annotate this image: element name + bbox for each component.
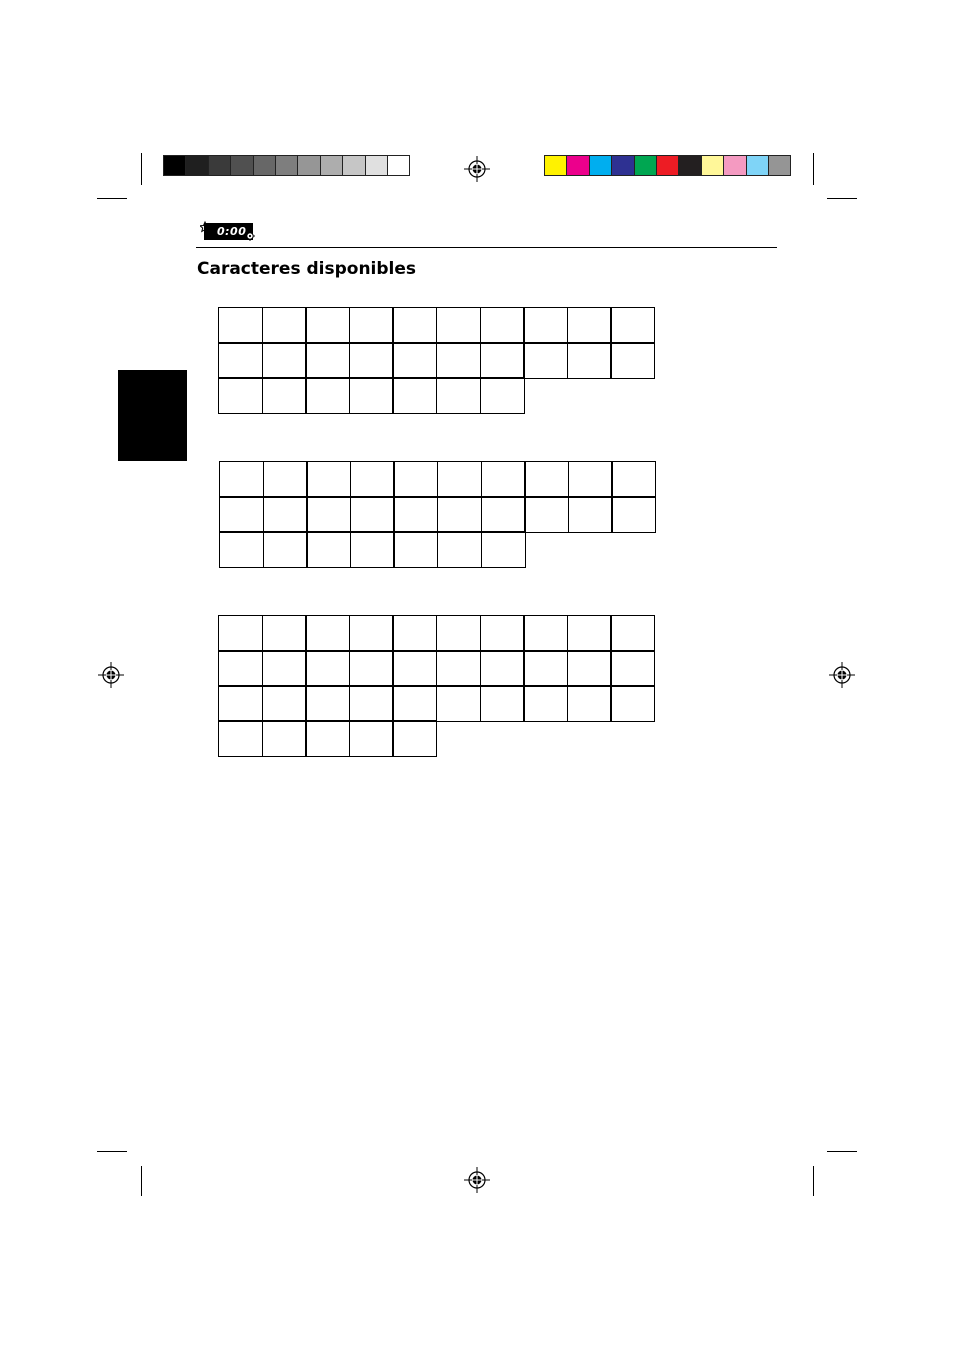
character-cell	[567, 685, 612, 722]
character-cell	[611, 496, 656, 533]
calibration-swatch	[746, 155, 769, 176]
character-cell	[306, 531, 351, 568]
calibration-swatch	[297, 155, 320, 176]
calibration-swatch	[208, 155, 231, 176]
character-cell	[349, 307, 394, 344]
character-cell	[218, 650, 263, 687]
character-cell	[350, 461, 395, 498]
calibration-swatch	[320, 155, 343, 176]
character-cell	[480, 342, 525, 379]
character-cell	[219, 531, 264, 568]
character-cell	[392, 615, 437, 652]
character-cell	[262, 720, 307, 757]
character-cell	[480, 685, 525, 722]
calibration-swatch	[365, 155, 388, 176]
character-cell	[567, 342, 612, 379]
character-cell	[436, 650, 481, 687]
character-cell	[219, 461, 264, 498]
clock-display-text: 0:00	[217, 225, 247, 238]
calibration-swatch	[723, 155, 746, 176]
character-cell	[392, 307, 437, 344]
character-cell	[218, 342, 263, 379]
character-cell	[393, 461, 438, 498]
calibration-swatch	[275, 155, 298, 176]
character-cell	[392, 342, 437, 379]
calibration-swatch	[253, 155, 276, 176]
header-rule	[196, 247, 777, 248]
character-cell	[392, 720, 437, 757]
character-cell	[262, 685, 307, 722]
calibration-swatch	[185, 155, 208, 176]
character-cell	[436, 685, 481, 722]
calibration-swatch	[230, 155, 253, 176]
character-cell	[263, 531, 308, 568]
character-cell	[436, 377, 481, 414]
calibration-swatch	[342, 155, 365, 176]
section-title: Caracteres disponibles	[197, 259, 417, 279]
calibration-swatch	[611, 155, 634, 176]
character-cell	[480, 377, 525, 414]
character-cell	[393, 496, 438, 533]
character-cell	[262, 377, 307, 414]
calibration-swatch	[163, 155, 186, 176]
character-cell	[305, 377, 350, 414]
character-cell	[610, 650, 655, 687]
character-cell	[219, 496, 264, 533]
language-side-tab	[118, 370, 187, 461]
character-cell	[305, 650, 350, 687]
registration-mark-icon	[829, 662, 855, 688]
character-cell	[567, 307, 612, 344]
character-cell	[392, 685, 437, 722]
character-cell	[262, 307, 307, 344]
character-cell	[305, 720, 350, 757]
character-cell	[610, 307, 655, 344]
character-cell	[218, 377, 263, 414]
character-cell	[524, 461, 569, 498]
character-cell	[350, 496, 395, 533]
character-cell	[349, 615, 394, 652]
character-cell	[262, 650, 307, 687]
character-cell	[481, 496, 526, 533]
character-cell	[350, 531, 395, 568]
calibration-swatch	[656, 155, 679, 176]
character-cell	[610, 685, 655, 722]
character-cell	[480, 650, 525, 687]
character-cell	[349, 685, 394, 722]
character-cell	[218, 685, 263, 722]
character-cell	[523, 685, 568, 722]
character-cell	[392, 650, 437, 687]
character-cell	[436, 615, 481, 652]
calibration-swatch	[634, 155, 657, 176]
character-cell	[263, 496, 308, 533]
registration-mark-icon	[98, 662, 124, 688]
character-cell	[305, 342, 350, 379]
character-cell	[218, 307, 263, 344]
character-cell	[437, 531, 482, 568]
character-cell	[393, 531, 438, 568]
clock-setting-badge	[200, 220, 258, 248]
character-cell	[567, 615, 612, 652]
character-cell	[305, 307, 350, 344]
character-cell	[349, 650, 394, 687]
character-cell	[262, 342, 307, 379]
character-cell	[480, 307, 525, 344]
calibration-swatch	[566, 155, 589, 176]
character-cell	[480, 615, 525, 652]
calibration-swatch	[589, 155, 612, 176]
character-cell	[610, 342, 655, 379]
character-cell	[523, 342, 568, 379]
character-cell	[305, 685, 350, 722]
character-cell	[437, 496, 482, 533]
character-cell	[524, 496, 569, 533]
character-cell	[436, 307, 481, 344]
character-cell	[218, 615, 263, 652]
character-cell	[523, 307, 568, 344]
character-cell	[306, 496, 351, 533]
calibration-swatch	[387, 155, 410, 176]
character-cell	[305, 615, 350, 652]
registration-mark-icon	[464, 1167, 490, 1193]
character-cell	[481, 531, 526, 568]
character-cell	[437, 461, 482, 498]
calibration-swatch	[678, 155, 701, 176]
character-cell	[568, 461, 613, 498]
character-cell	[568, 496, 613, 533]
character-cell	[306, 461, 351, 498]
character-cell	[349, 342, 394, 379]
character-cell	[610, 615, 655, 652]
registration-mark-icon	[464, 156, 490, 182]
character-cell	[481, 461, 526, 498]
character-cell	[218, 720, 263, 757]
calibration-swatch	[701, 155, 724, 176]
character-cell	[349, 377, 394, 414]
character-cell	[567, 650, 612, 687]
character-cell	[349, 720, 394, 757]
character-cell	[611, 461, 656, 498]
character-cell	[436, 342, 481, 379]
calibration-swatch	[544, 155, 567, 176]
character-cell	[262, 615, 307, 652]
character-cell	[263, 461, 308, 498]
character-cell	[392, 377, 437, 414]
calibration-swatch	[768, 155, 791, 176]
character-cell	[523, 615, 568, 652]
character-cell	[523, 650, 568, 687]
